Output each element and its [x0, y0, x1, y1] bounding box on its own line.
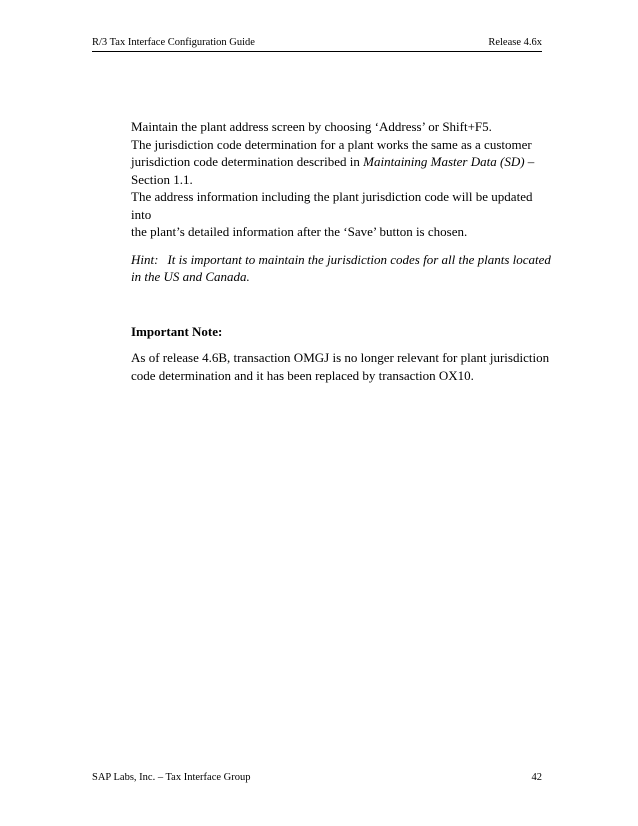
body-text: jurisdiction code determination described in	[131, 154, 364, 169]
hint-block	[131, 251, 551, 269]
page-footer	[92, 772, 542, 786]
header-release: Release 4.6x	[488, 37, 542, 48]
page-content	[131, 118, 551, 384]
body-line: The jurisdiction code determination for a plant works the same as a customer	[131, 136, 532, 152]
hint-text: It is important to maintain the jurisdiction codes for all the plants located	[167, 251, 551, 267]
page-number: 42	[531, 772, 542, 783]
important-note-title: Important Note:	[131, 323, 223, 339]
footer-organization: SAP Labs, Inc. – Tax Interface Group	[92, 772, 251, 783]
hint-continuation: in the US and Canada.	[131, 269, 250, 284]
header-rule	[92, 51, 542, 52]
body-line: Maintain the plant address screen by choosing ‘Address’ or Shift+F5.	[131, 119, 492, 134]
body-line: The address information including the plant jurisdiction code will be updated into	[131, 189, 533, 222]
body-line	[131, 153, 551, 171]
note-line: code determination and it has been replaced by transaction OX10.	[131, 367, 474, 383]
body-line: the plant’s detailed information after the ‘Save’ button is chosen.	[131, 224, 468, 239]
section-reference: Maintaining Master Data (SD)	[363, 154, 525, 169]
hint-label: Hint:	[131, 251, 159, 267]
header-title: R/3 Tax Interface Configuration Guide	[92, 37, 255, 48]
body-line: Section 1.1.	[131, 171, 193, 187]
body-text: –	[524, 154, 535, 169]
note-line: As of release 4.6B, transaction OMGJ is no longer relevant for plant jurisdiction	[131, 350, 550, 365]
